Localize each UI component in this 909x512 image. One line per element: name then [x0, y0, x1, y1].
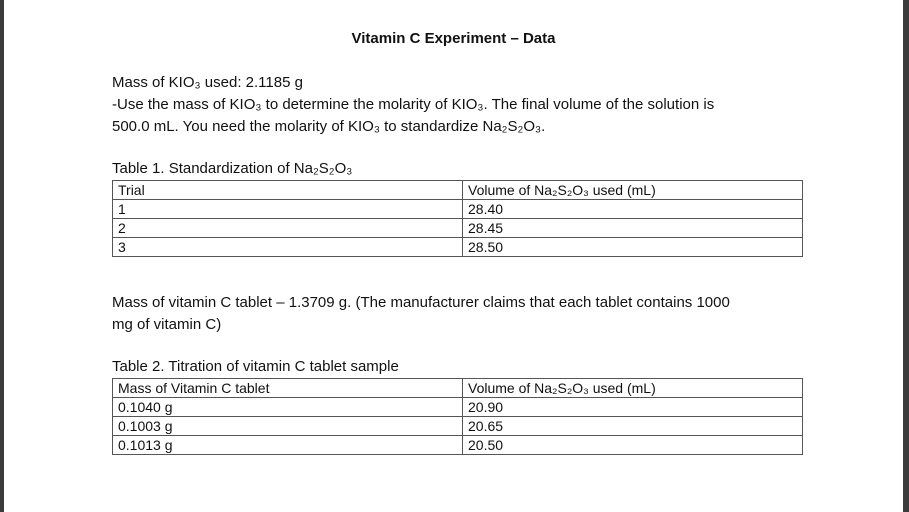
table1-standardization: [112, 180, 803, 257]
table-cell: 28.40: [463, 200, 803, 219]
table-cell: 28.50: [463, 238, 803, 257]
table-cell: 0.1040 g: [113, 398, 463, 417]
table-header-row: [113, 181, 803, 200]
document-title: Vitamin C Experiment – Data: [351, 30, 556, 47]
table-cell: 20.50: [463, 436, 803, 455]
table-row: [113, 219, 803, 238]
table-header-row: [113, 379, 803, 398]
instruction-line-1: -Use the mass of KIO₃ to determine the molarity of KIO₃. The final volume of the solution is: [112, 96, 715, 113]
table-cell: 20.90: [463, 398, 803, 417]
table1-caption: Table 1. Standardization of Na₂S₂O₃: [112, 160, 353, 177]
table-header-cell: Trial: [113, 181, 463, 200]
table-header-cell: Mass of Vitamin C tablet: [113, 379, 463, 398]
table-cell: 0.1013 g: [113, 436, 463, 455]
tablet-mass-line-2: mg of vitamin C): [112, 316, 222, 333]
table-cell: 1: [113, 200, 463, 219]
table2-titration: [112, 378, 803, 455]
table-cell: 28.45: [463, 219, 803, 238]
table2-caption: Table 2. Titration of vitamin C tablet sample: [112, 358, 399, 375]
table-row: [113, 398, 803, 417]
table-row: [113, 417, 803, 436]
table-cell: 0.1003 g: [113, 417, 463, 436]
table-row: [113, 238, 803, 257]
table-cell: 20.65: [463, 417, 803, 436]
tablet-mass-line-1: Mass of vitamin C tablet – 1.3709 g. (The manufacturer claims that each tablet contains 1000: [112, 294, 730, 311]
kio3-mass-line: Mass of KIO₃ used: 2.1185 g: [112, 74, 303, 91]
table-cell: 3: [113, 238, 463, 257]
table-cell: 2: [113, 219, 463, 238]
table-header-cell: Volume of Na₂S₂O₃ used (mL): [463, 379, 803, 398]
instruction-line-2: 500.0 mL. You need the molarity of KIO₃ to standardize Na₂S₂O₃.: [112, 118, 546, 135]
table-row: [113, 436, 803, 455]
document-page: [4, 0, 903, 512]
table-header-cell: Volume of Na₂S₂O₃ used (mL): [463, 181, 803, 200]
table-row: [113, 200, 803, 219]
